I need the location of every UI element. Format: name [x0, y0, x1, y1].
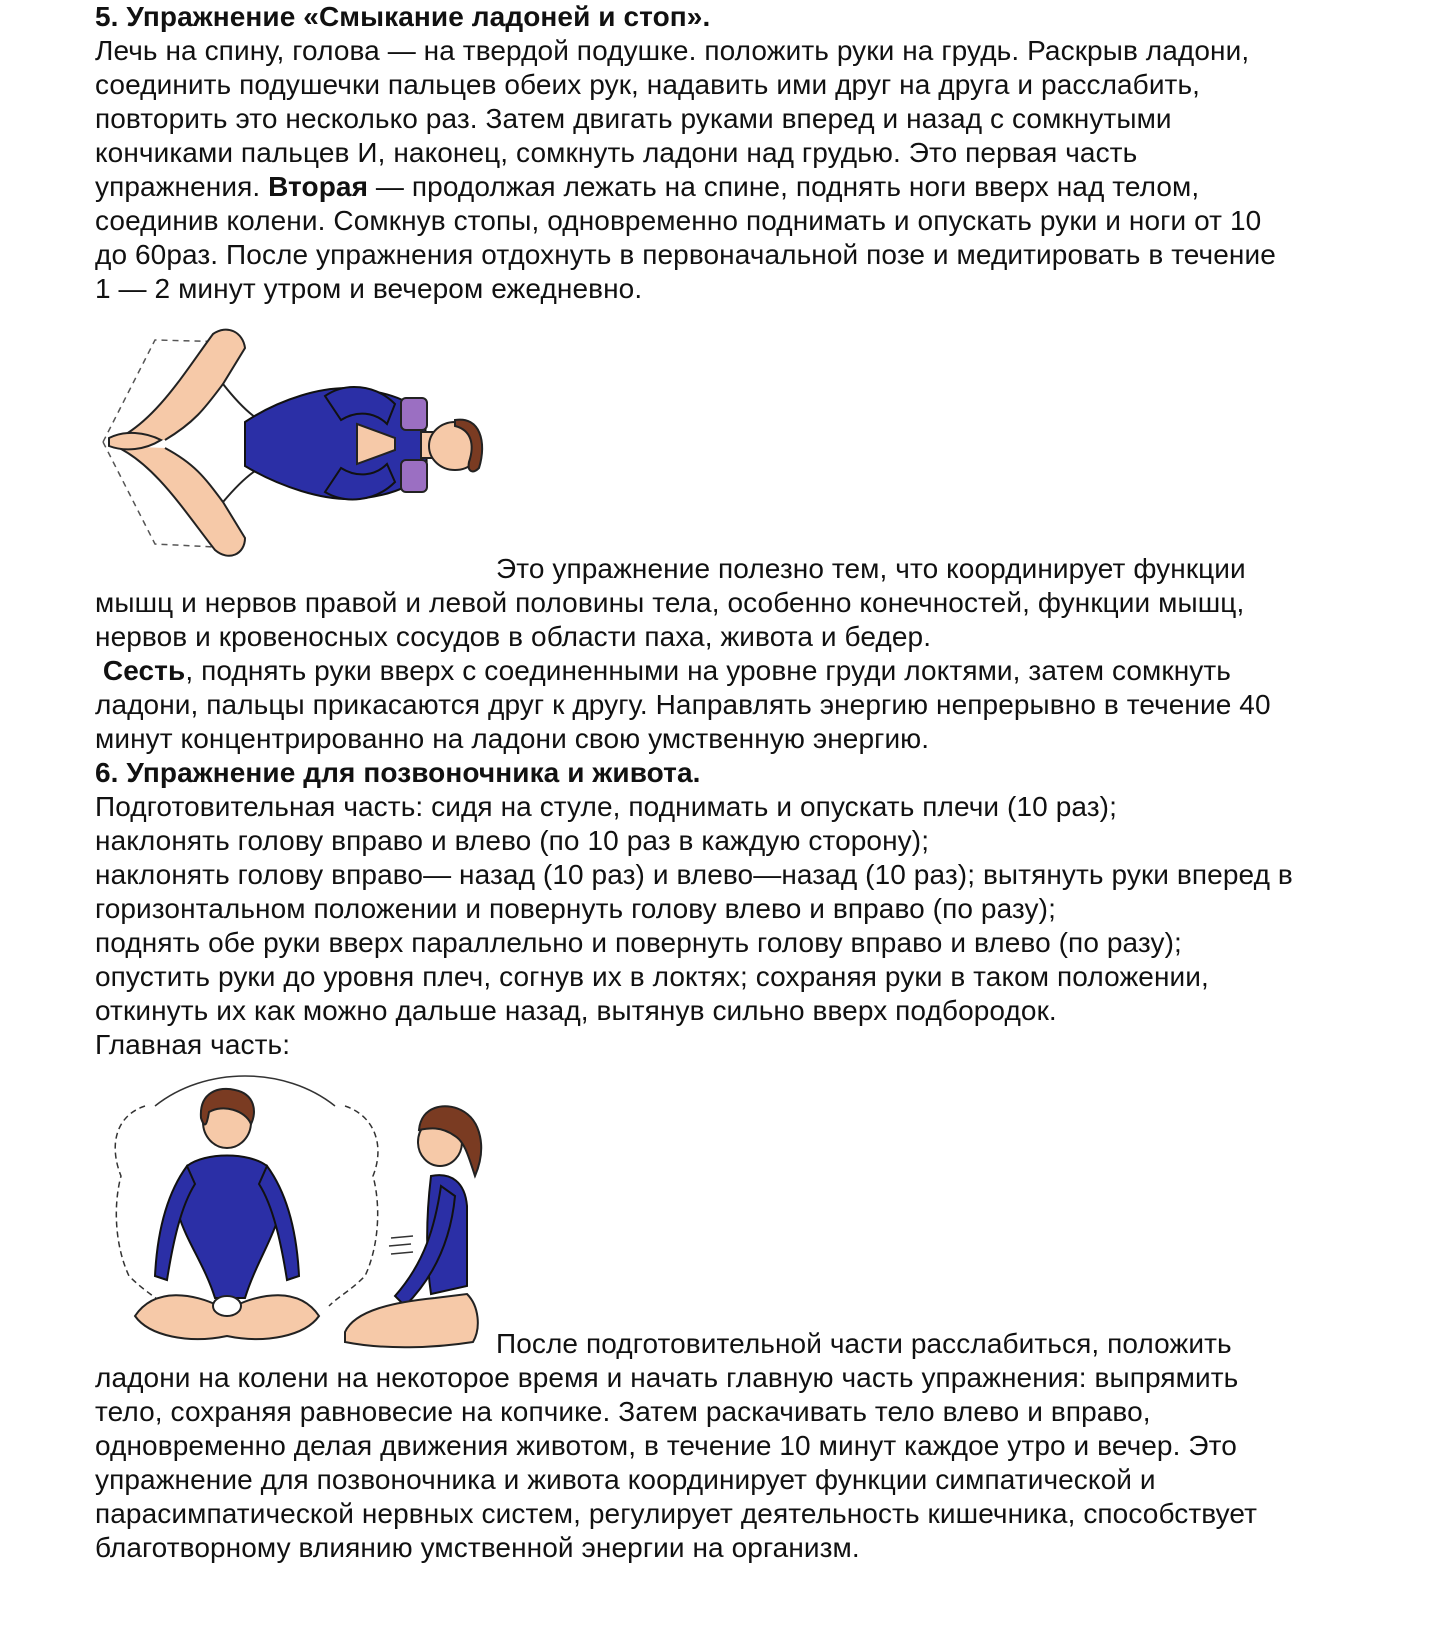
section6-caption-line-6: благотворному влиянию умственной энергии на организм.: [95, 1532, 860, 1563]
section6-line-5: поднять обе руки вверх параллельно и повернуть голову вправо и влево (по разу);: [95, 927, 1182, 958]
section5-line-8: 1 — 2 минут утром и вечером ежедневно.: [95, 273, 643, 304]
section5-heading: 5. Упражнение «Смыкание ладоней и стоп».: [95, 1, 711, 32]
section6-line-3: наклонять голову вправо— назад (10 раз) и влево—назад (10 раз); вытянуть руки вперед в: [95, 859, 1293, 890]
section6-caption-line-2: тело, сохраняя равновесие на копчике. Затем раскачивать тело влево и вправо,: [95, 1396, 1151, 1427]
line5-prefix: упражнения.: [95, 171, 269, 202]
seated-poses-illustration: [95, 1066, 497, 1358]
section6-heading: 6. Упражнение для позвоночника и живота.: [95, 757, 701, 788]
section5-line-4: кончиками пальцев И, наконец, сомкнуть ладони над грудью. Это первая часть: [95, 137, 1138, 168]
section6-line-6: опустить руки до уровня плеч, согнув их в локтях; сохраняя руки в таком положении,: [95, 961, 1209, 992]
section6-line-2: наклонять голову вправо и влево (по 10 раз в каждую сторону);: [95, 825, 930, 856]
section5-line-1: Лечь на спину, голова — на твердой подушке. положить руки на грудь. Раскрыв ладони,: [95, 35, 1250, 66]
line5-suffix: — продолжая лежать на спине, поднять ноги вверх над телом,: [368, 171, 1200, 202]
sit-bold: Сесть: [102, 655, 186, 686]
section5-line-2: соединить подушечки пальцев обеих рук, надавить ими друг на друга и расслабить,: [95, 69, 1201, 100]
section5-sit-line: [95, 654, 1231, 688]
section5-sit-line-3: минут концентрированно на ладони свою умственную энергию.: [95, 723, 930, 754]
section6-line-1: Подготовительная часть: сидя на стуле, поднимать и опускать плечи (10 раз);: [95, 791, 1117, 822]
section5-line-6: соединив колени. Сомкнув стопы, одновременно поднимать и опускать руки и ноги от 10: [95, 205, 1262, 236]
line5-bold: Вторая: [268, 171, 369, 202]
section5-caption-first: Это упражнение полезно тем, что координирует функции: [496, 553, 1246, 584]
section6-caption-line-1: ладони на колени на некоторое время и начать главную часть упражнения: выпрямить: [95, 1362, 1239, 1393]
section6-line-4: горизонтальном положении и повернуть голову влево и вправо (по разу);: [95, 893, 1056, 924]
section6-caption-line-4: упражнение для позвоночника и живота координирует функции симпатической и: [95, 1464, 1156, 1495]
sit-rest: , поднять руки вверх с соединенными на уровне груди локтями, затем сомкнуть: [185, 655, 1231, 686]
section6-caption-line-3: одновременно делая движения животом, в течение 10 минут каждое утро и вечер. Это: [95, 1430, 1237, 1461]
section6-caption-line-5: парасимпатической нервных систем, регулирует деятельность кишечника, способствует: [95, 1498, 1258, 1529]
section6-caption-first: После подготовительной части расслабиться, положить: [496, 1328, 1232, 1359]
lying-pose-illustration: [95, 312, 497, 576]
section5-caption-line-1: мышц и нервов правой и левой половины тела, особенно конечностей, функции мышц,: [95, 587, 1245, 618]
section6-line-7: откинуть их как можно дальше назад, вытянув сильно вверх подбородок.: [95, 995, 1057, 1026]
section5-line-5: [95, 170, 1199, 204]
section5-line-3: повторить это несколько раз. Затем двигать руками вперед и назад с сомкнутыми: [95, 103, 1172, 134]
section5-caption-line-2: нервов и кровеносных сосудов в области паха, живота и бедер.: [95, 621, 932, 652]
section6-line-8: Главная часть:: [95, 1029, 291, 1060]
section5-sit-line-2: ладони, пальцы прикасаются друг к другу. Направлять энергию непрерывно в течение 40: [95, 689, 1271, 720]
section5-line-7: до 60раз. После упражнения отдохнуть в первоначальной позе и медитировать в течение: [95, 239, 1276, 270]
